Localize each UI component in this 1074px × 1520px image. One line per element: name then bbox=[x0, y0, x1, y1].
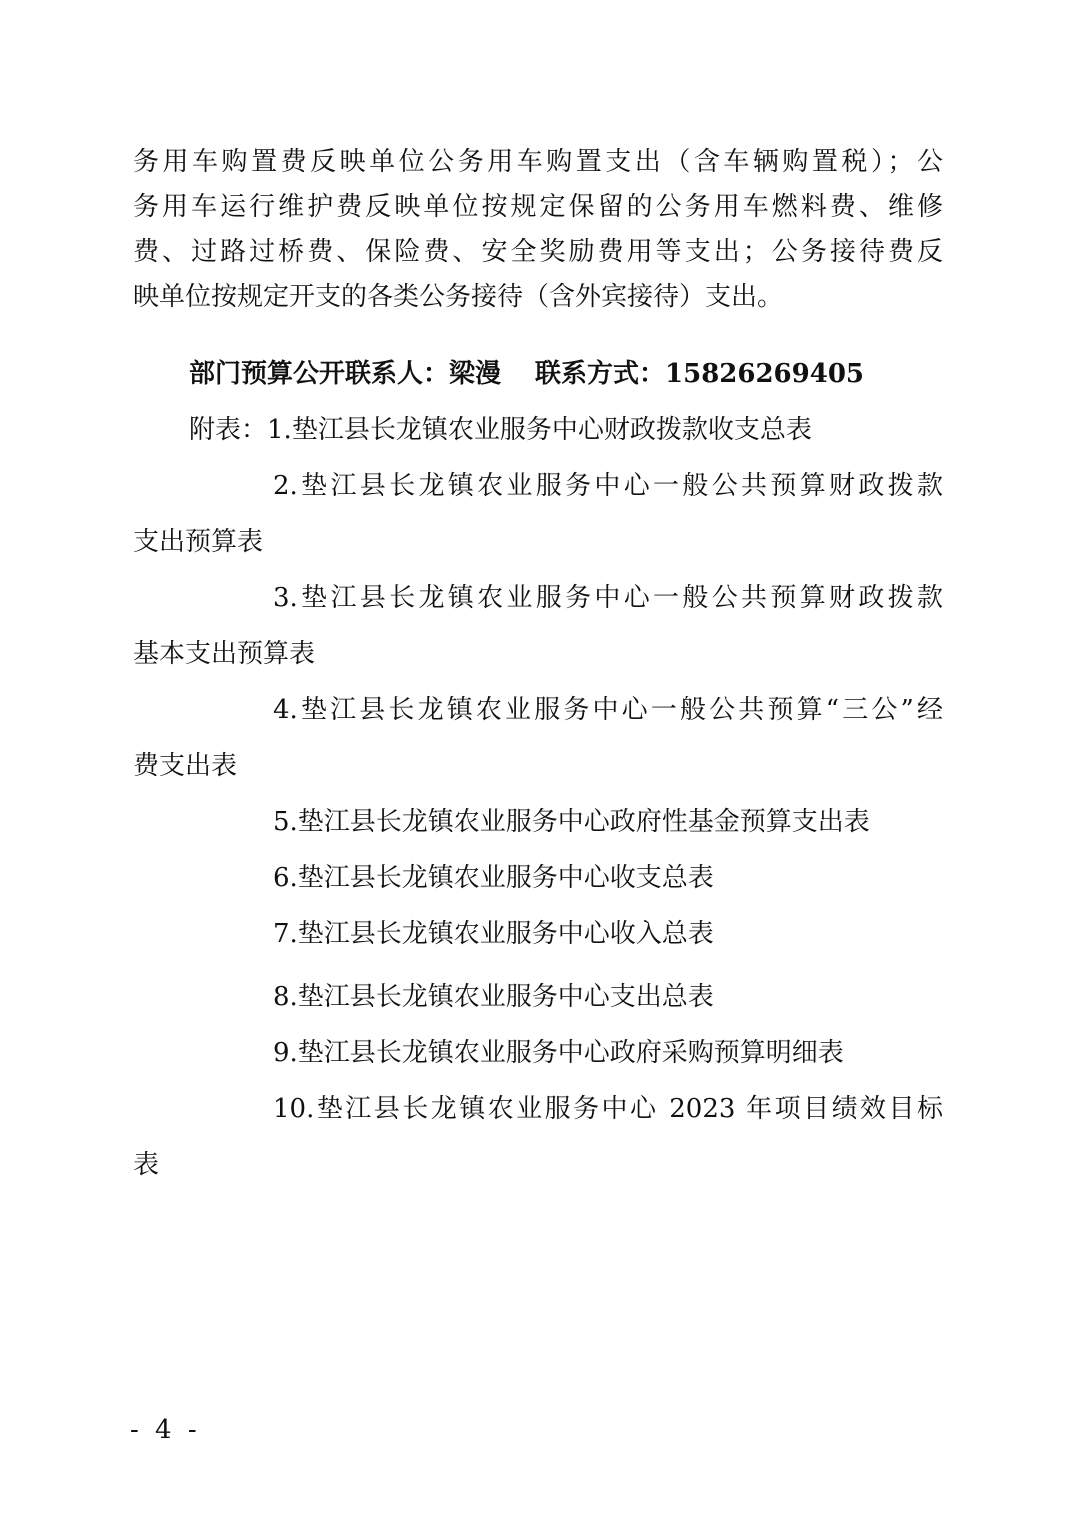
budget-explanation-paragraph bbox=[133, 140, 943, 320]
attachment-item-7: 7.垫江县长龙镇农业服务中心收入总表 bbox=[273, 919, 714, 949]
paragraph-line: 务用车购置费反映单位公务用车购置支出（含车辆购置税）；公 bbox=[133, 147, 943, 177]
attachment-item-9: 9.垫江县长龙镇农业服务中心政府采购预算明细表 bbox=[273, 1038, 844, 1068]
attachment-item-10-cont: 表 bbox=[133, 1150, 160, 1180]
paragraph-line: 映单位按规定开支的各类公务接待（含外宾接待）支出。 bbox=[133, 282, 784, 312]
attachment-item-10: 10.垫江县长龙镇农业服务中心 2023 年项目绩效目标 bbox=[273, 1094, 943, 1124]
page-number: - 4 - bbox=[130, 1415, 201, 1445]
attachment-item-4-cont: 费支出表 bbox=[133, 751, 238, 781]
attachment-item-4: 4.垫江县长龙镇农业服务中心一般公共预算“三公”经 bbox=[273, 695, 943, 725]
attachment-item-3: 3.垫江县长龙镇农业服务中心一般公共预算财政拨款 bbox=[273, 583, 943, 613]
contact-line bbox=[189, 352, 864, 397]
attachment-item-6: 6.垫江县长龙镇农业服务中心收支总表 bbox=[273, 863, 714, 893]
attachments-label bbox=[189, 408, 812, 453]
contact-method: 联系方式：15826269405 bbox=[535, 359, 865, 389]
paragraph-line: 务用车运行维护费反映单位按规定保留的公务用车燃料费、维修 bbox=[133, 192, 943, 222]
attachment-item-1: 1.垫江县长龙镇农业服务中心财政拨款收支总表 bbox=[267, 415, 812, 445]
attachment-item-8: 8.垫江县长龙镇农业服务中心支出总表 bbox=[273, 982, 714, 1012]
paragraph-line: 费、过路过桥费、保险费、安全奖励费用等支出；公务接待费反 bbox=[133, 237, 943, 267]
attachment-item-5: 5.垫江县长龙镇农业服务中心政府性基金预算支出表 bbox=[273, 807, 870, 837]
attachment-item-3-cont: 基本支出预算表 bbox=[133, 639, 316, 669]
attachment-item-2: 2.垫江县长龙镇农业服务中心一般公共预算财政拨款 bbox=[273, 471, 943, 501]
attachment-item-2-cont: 支出预算表 bbox=[133, 527, 264, 557]
attachments-label-text: 附表： bbox=[189, 415, 268, 445]
contact-person: 部门预算公开联系人：梁漫 bbox=[189, 359, 502, 389]
